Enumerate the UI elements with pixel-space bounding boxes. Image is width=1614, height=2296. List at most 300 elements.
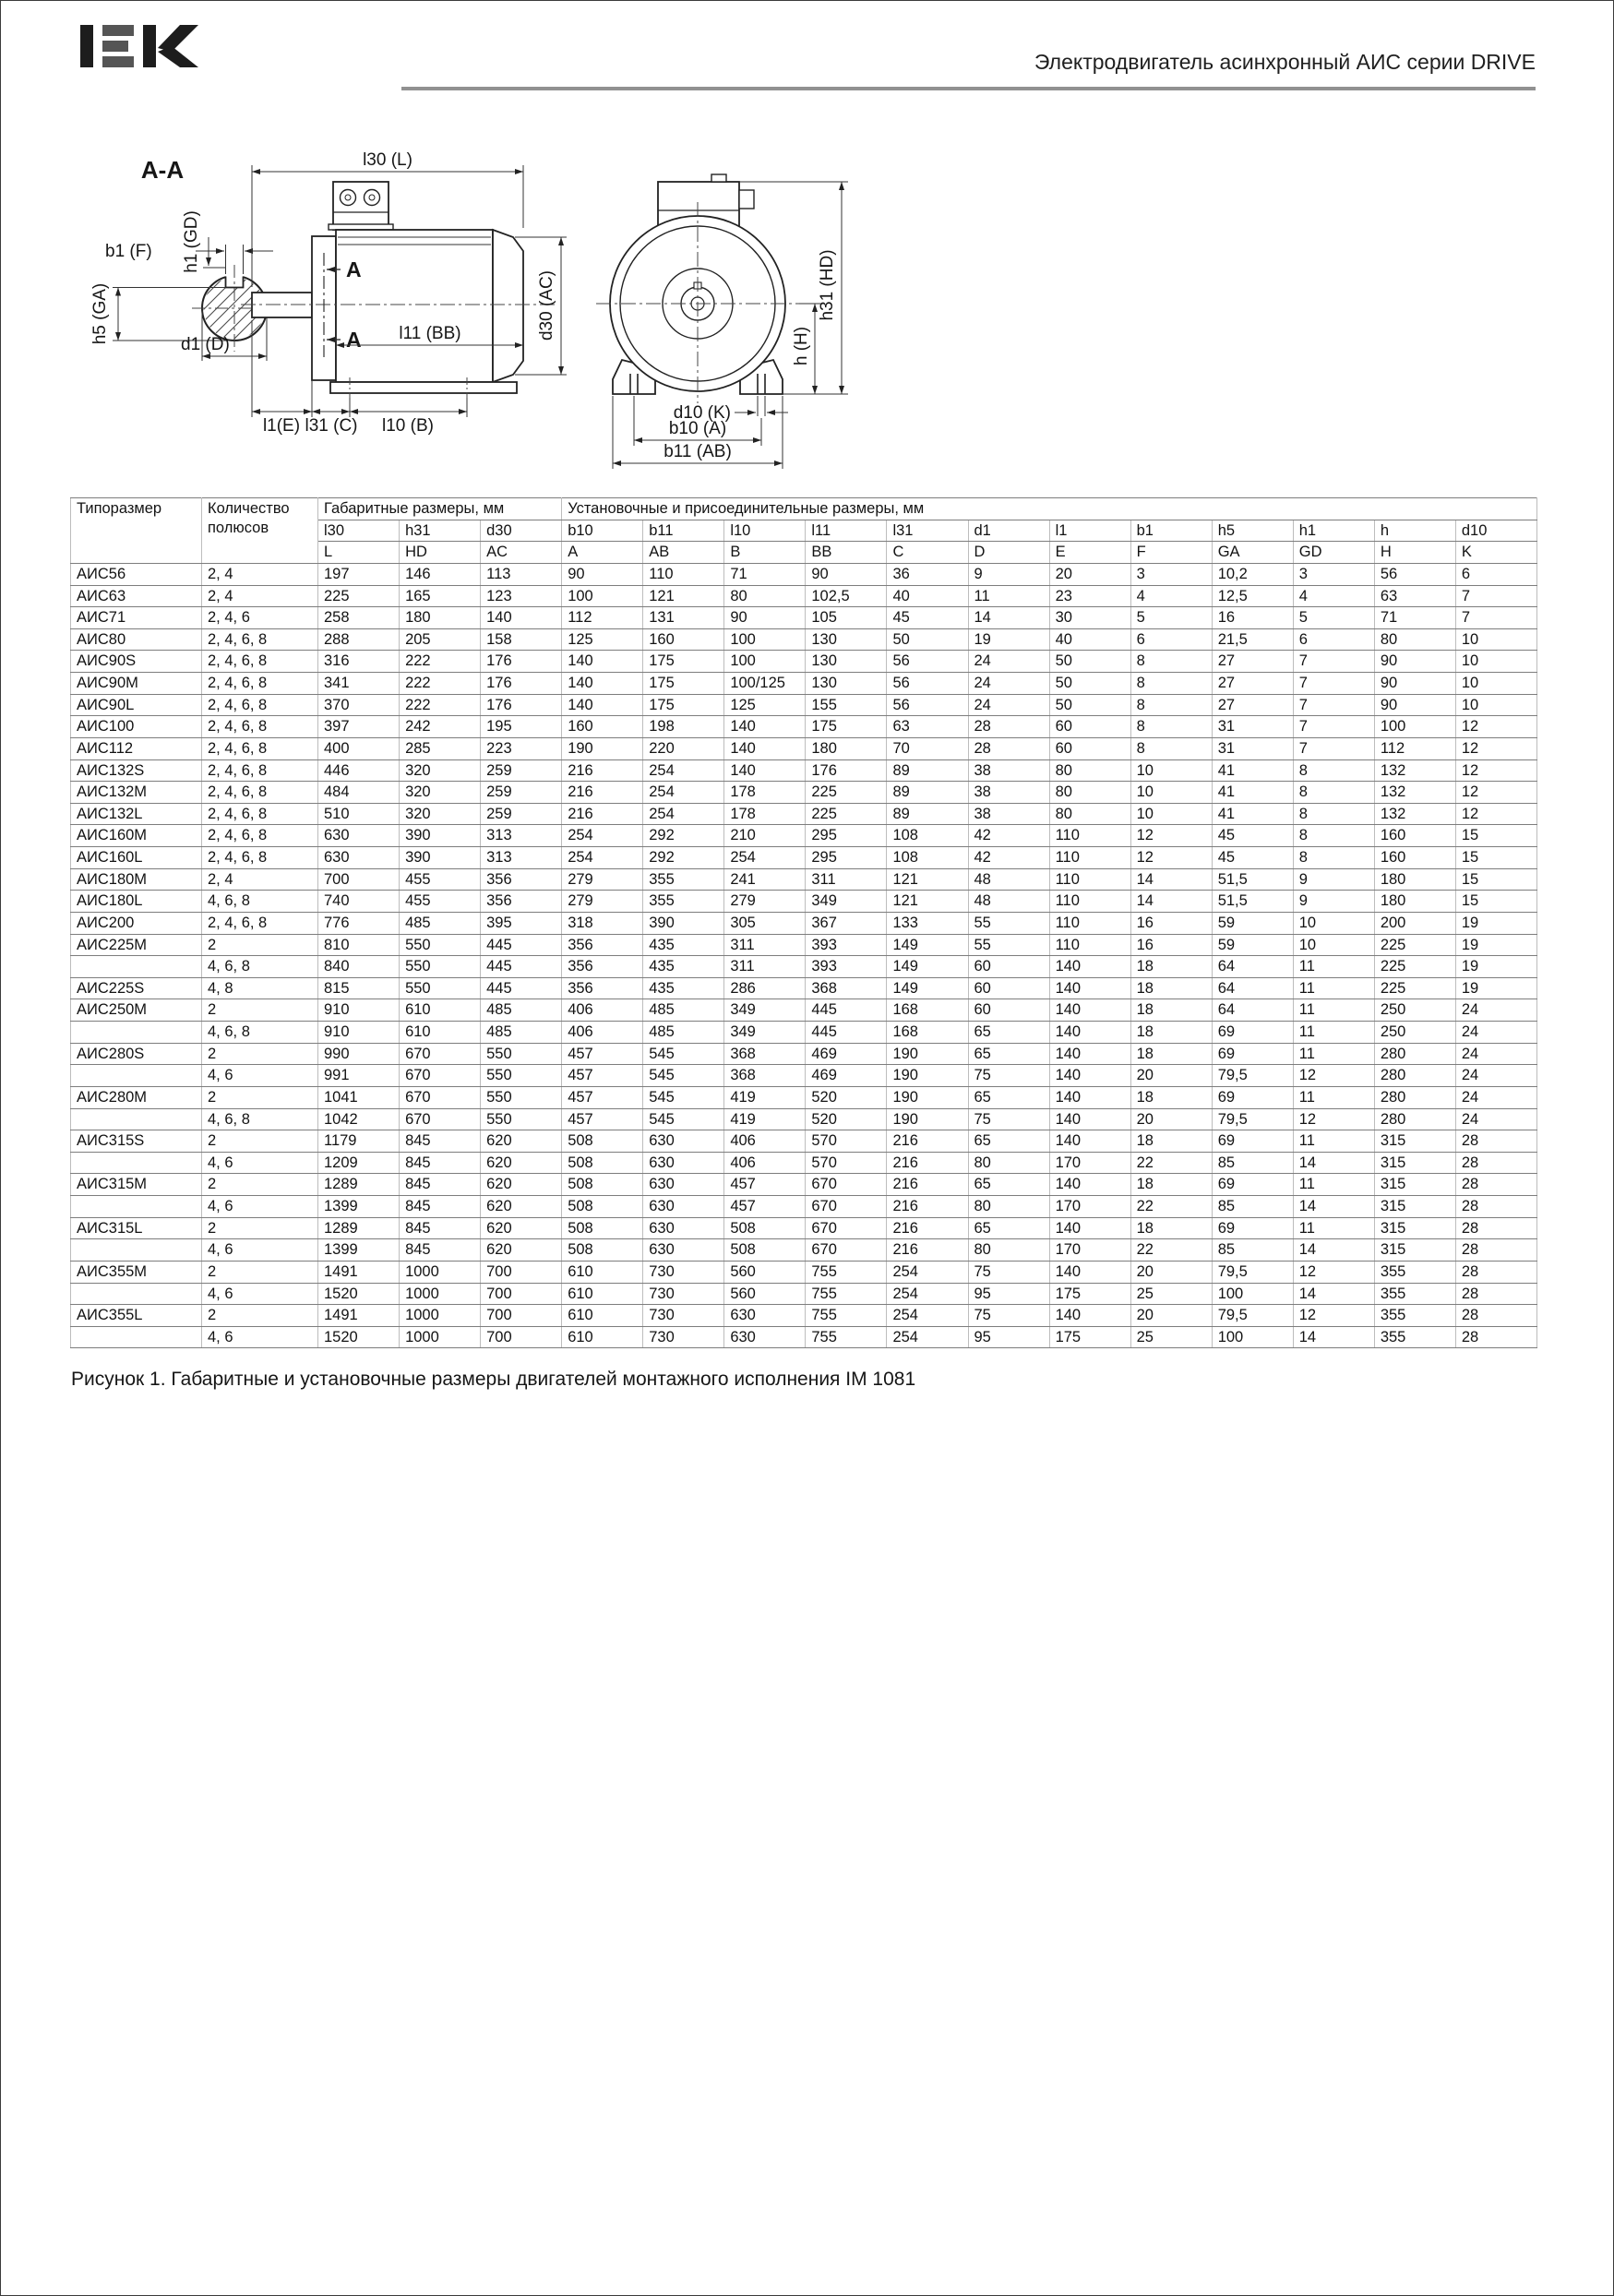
- cell-value: 130: [806, 628, 887, 651]
- cell-value: 140: [481, 607, 562, 629]
- cell-value: 1179: [318, 1130, 400, 1153]
- cell-value: 50: [887, 628, 968, 651]
- cell-value: 12: [1130, 825, 1212, 847]
- cell-value: 18: [1130, 1022, 1212, 1044]
- cell-value: 51,5: [1212, 891, 1293, 913]
- cell-value: 8: [1130, 651, 1212, 673]
- cell-value: 315: [1374, 1239, 1455, 1262]
- cell-value: 90: [724, 607, 806, 629]
- cell-type: [71, 1152, 202, 1174]
- cell-value: 1000: [400, 1326, 481, 1348]
- cell-value: 670: [400, 1108, 481, 1130]
- cell-value: 168: [887, 999, 968, 1022]
- cell-poles: 2, 4, 6, 8: [202, 912, 318, 934]
- cell-value: 60: [968, 977, 1049, 999]
- col-header-dim: l10: [724, 520, 806, 542]
- iek-logo: [78, 19, 217, 78]
- col-header-letter: C: [887, 542, 968, 564]
- cell-value: 216: [887, 1152, 968, 1174]
- cell-value: 630: [318, 825, 400, 847]
- cell-value: 1399: [318, 1239, 400, 1262]
- cell-value: 69: [1212, 1086, 1293, 1108]
- cell-value: 8: [1130, 716, 1212, 738]
- cell-value: 845: [400, 1217, 481, 1239]
- cell-value: 15: [1455, 891, 1536, 913]
- cell-value: 63: [1374, 585, 1455, 607]
- cell-value: 190: [887, 1086, 968, 1108]
- cell-value: 11: [1293, 1130, 1374, 1153]
- cell-value: 38: [968, 803, 1049, 825]
- cell-value: 28: [1455, 1152, 1536, 1174]
- cell-value: 131: [643, 607, 724, 629]
- cell-value: 730: [643, 1326, 724, 1348]
- cell-value: 45: [887, 607, 968, 629]
- table-row: [71, 1217, 1537, 1239]
- cell-value: 508: [562, 1239, 643, 1262]
- cell-value: 341: [318, 673, 400, 695]
- cell-value: 69: [1212, 1174, 1293, 1196]
- cell-value: 140: [1049, 1108, 1130, 1130]
- col-header-letter: HD: [400, 542, 481, 564]
- cell-value: 216: [887, 1239, 968, 1262]
- table-row: [71, 1108, 1537, 1130]
- cell-value: 7: [1293, 737, 1374, 759]
- cell-value: 845: [400, 1130, 481, 1153]
- cell-value: 140: [1049, 956, 1130, 978]
- col-header-dim: b11: [643, 520, 724, 542]
- cell-value: 56: [887, 694, 968, 716]
- cell-value: 355: [643, 868, 724, 891]
- cell-value: 45: [1212, 847, 1293, 869]
- cell-value: 69: [1212, 1217, 1293, 1239]
- cell-value: 14: [1293, 1152, 1374, 1174]
- cell-value: 315: [1374, 1174, 1455, 1196]
- cell-value: 845: [400, 1239, 481, 1262]
- cell-value: 406: [724, 1130, 806, 1153]
- dim-label-b11: b11 (AB): [664, 442, 732, 461]
- cell-value: 80: [1049, 782, 1130, 804]
- cell-poles: 4, 8: [202, 977, 318, 999]
- cell-value: 560: [724, 1283, 806, 1305]
- cell-poles: 2: [202, 1217, 318, 1239]
- cell-value: 125: [562, 628, 643, 651]
- cell-value: 11: [1293, 1086, 1374, 1108]
- col-header-dim: l11: [806, 520, 887, 542]
- cell-value: 45: [1212, 825, 1293, 847]
- cell-value: 370: [318, 694, 400, 716]
- cell-value: 485: [481, 999, 562, 1022]
- cell-value: 390: [400, 847, 481, 869]
- cell-value: 356: [481, 868, 562, 891]
- cell-value: 520: [806, 1108, 887, 1130]
- cell-value: 254: [724, 847, 806, 869]
- cell-value: 28: [1455, 1305, 1536, 1327]
- cell-value: 19: [968, 628, 1049, 651]
- cell-value: 140: [724, 759, 806, 782]
- col-header-letter: K: [1455, 542, 1536, 564]
- cell-poles: 4, 6, 8: [202, 1022, 318, 1044]
- col-header-dim: d10: [1455, 520, 1536, 542]
- cell-value: 730: [643, 1283, 724, 1305]
- cell-value: 485: [643, 1022, 724, 1044]
- cell-value: 225: [1374, 977, 1455, 999]
- cell-value: 28: [1455, 1196, 1536, 1218]
- cell-value: 12: [1455, 759, 1536, 782]
- cell-value: 190: [562, 737, 643, 759]
- cell-value: 59: [1212, 934, 1293, 956]
- cell-value: 132: [1374, 803, 1455, 825]
- dim-label-d10: d10 (K): [673, 403, 731, 423]
- cell-value: 190: [887, 1043, 968, 1065]
- cell-value: 550: [481, 1065, 562, 1087]
- cell-value: 25: [1130, 1283, 1212, 1305]
- col-header-dim: h: [1374, 520, 1455, 542]
- cell-poles: 2, 4, 6, 8: [202, 803, 318, 825]
- cell-value: 815: [318, 977, 400, 999]
- cell-value: 254: [562, 825, 643, 847]
- cell-value: 550: [481, 1043, 562, 1065]
- cell-type: АИС180M: [71, 868, 202, 891]
- col-group-mounting: Установочные и присоединительные размеры, мм: [562, 498, 1537, 520]
- cell-value: 216: [887, 1217, 968, 1239]
- cell-value: 56: [887, 651, 968, 673]
- cell-value: 508: [562, 1196, 643, 1218]
- cell-value: 80: [724, 585, 806, 607]
- dim-label-h1: h1 (GD): [182, 210, 201, 273]
- cell-value: 24: [1455, 999, 1536, 1022]
- cell-value: 7: [1293, 694, 1374, 716]
- cell-value: 140: [1049, 977, 1130, 999]
- cell-value: 41: [1212, 782, 1293, 804]
- cell-value: 140: [1049, 1217, 1130, 1239]
- cell-value: 110: [1049, 825, 1130, 847]
- cell-value: 60: [968, 956, 1049, 978]
- cell-value: 630: [643, 1196, 724, 1218]
- table-row: [71, 585, 1537, 607]
- cell-value: 700: [481, 1326, 562, 1348]
- cell-value: 149: [887, 977, 968, 999]
- cell-type: АИС315S: [71, 1130, 202, 1153]
- cell-value: 14: [968, 607, 1049, 629]
- cell-value: 1209: [318, 1152, 400, 1174]
- cell-value: 216: [887, 1196, 968, 1218]
- cell-value: 700: [481, 1261, 562, 1283]
- cell-value: 356: [562, 956, 643, 978]
- table-row: [71, 956, 1537, 978]
- col-group-overall: Габаритные размеры, мм: [318, 498, 562, 520]
- cell-value: 225: [806, 782, 887, 804]
- cell-value: 446: [318, 759, 400, 782]
- cell-value: 65: [968, 1022, 1049, 1044]
- cell-value: 90: [806, 563, 887, 585]
- cell-value: 368: [724, 1043, 806, 1065]
- cell-value: 20: [1130, 1065, 1212, 1087]
- cell-value: 140: [1049, 1065, 1130, 1087]
- cell-poles: 4, 6, 8: [202, 1108, 318, 1130]
- cell-value: 112: [562, 607, 643, 629]
- col-header-dim: l1: [1049, 520, 1130, 542]
- cell-poles: 2: [202, 1043, 318, 1065]
- cell-value: 700: [318, 868, 400, 891]
- cell-value: 610: [562, 1261, 643, 1283]
- cell-value: 8: [1130, 694, 1212, 716]
- cell-value: 23: [1049, 585, 1130, 607]
- cell-value: 12: [1130, 847, 1212, 869]
- cell-value: 225: [318, 585, 400, 607]
- col-header-letter: L: [318, 542, 400, 564]
- cell-value: 10: [1293, 912, 1374, 934]
- cell-value: 755: [806, 1305, 887, 1327]
- cell-value: 42: [968, 847, 1049, 869]
- cell-value: 620: [481, 1217, 562, 1239]
- col-header-dim: h1: [1293, 520, 1374, 542]
- cell-value: 630: [643, 1174, 724, 1196]
- cell-value: 393: [806, 956, 887, 978]
- cell-value: 85: [1212, 1239, 1293, 1262]
- table-row: [71, 1065, 1537, 1087]
- cell-value: 158: [481, 628, 562, 651]
- cell-value: 755: [806, 1283, 887, 1305]
- cell-value: 740: [318, 891, 400, 913]
- cell-value: 254: [887, 1326, 968, 1348]
- cell-value: 15: [1455, 825, 1536, 847]
- cell-value: 11: [1293, 956, 1374, 978]
- cell-value: 990: [318, 1043, 400, 1065]
- cell-value: 457: [724, 1174, 806, 1196]
- cell-value: 79,5: [1212, 1065, 1293, 1087]
- cell-value: 140: [1049, 1130, 1130, 1153]
- cell-value: 60: [1049, 737, 1130, 759]
- cell-value: 610: [562, 1305, 643, 1327]
- cell-value: 311: [724, 956, 806, 978]
- cell-poles: 2, 4, 6, 8: [202, 782, 318, 804]
- cell-type: АИС132M: [71, 782, 202, 804]
- cell-value: 18: [1130, 1217, 1212, 1239]
- cell-value: 755: [806, 1261, 887, 1283]
- cell-value: 286: [724, 977, 806, 999]
- cell-value: 8: [1130, 737, 1212, 759]
- cell-value: 3: [1130, 563, 1212, 585]
- cell-value: 130: [806, 651, 887, 673]
- technical-drawings: [70, 147, 1537, 490]
- cell-value: 670: [806, 1174, 887, 1196]
- col-header-type: Типоразмер: [71, 498, 202, 564]
- table-row: [71, 694, 1537, 716]
- cell-value: 845: [400, 1152, 481, 1174]
- cell-value: 8: [1293, 803, 1374, 825]
- cell-value: 320: [400, 803, 481, 825]
- cell-value: 254: [887, 1305, 968, 1327]
- cell-type: [71, 1283, 202, 1305]
- table-row: [71, 999, 1537, 1022]
- cell-value: 69: [1212, 1130, 1293, 1153]
- cell-value: 435: [643, 934, 724, 956]
- cell-value: 610: [400, 999, 481, 1022]
- cell-value: 280: [1374, 1043, 1455, 1065]
- cell-value: 20: [1130, 1305, 1212, 1327]
- cell-poles: 2, 4: [202, 868, 318, 891]
- cell-type: [71, 956, 202, 978]
- cell-poles: 2: [202, 1261, 318, 1283]
- cell-value: 435: [643, 977, 724, 999]
- cell-value: 223: [481, 737, 562, 759]
- cell-value: 55: [968, 912, 1049, 934]
- cell-type: АИС315L: [71, 1217, 202, 1239]
- cell-value: 250: [1374, 1022, 1455, 1044]
- cell-type: АИС315M: [71, 1174, 202, 1196]
- cell-value: 279: [562, 891, 643, 913]
- cell-value: 100: [724, 651, 806, 673]
- cell-value: 406: [724, 1152, 806, 1174]
- cell-value: 89: [887, 782, 968, 804]
- cell-value: 140: [724, 737, 806, 759]
- cell-value: 65: [968, 1217, 1049, 1239]
- cell-value: 485: [643, 999, 724, 1022]
- cell-value: 41: [1212, 759, 1293, 782]
- cell-poles: 2: [202, 1130, 318, 1153]
- cell-value: 12,5: [1212, 585, 1293, 607]
- cell-value: 12: [1293, 1305, 1374, 1327]
- cell-value: 14: [1293, 1196, 1374, 1218]
- cell-value: 910: [318, 1022, 400, 1044]
- cell-value: 24: [1455, 1108, 1536, 1130]
- cell-value: 4: [1293, 585, 1374, 607]
- cell-value: 176: [806, 759, 887, 782]
- table-row: [71, 1130, 1537, 1153]
- cell-value: 6: [1455, 563, 1536, 585]
- table-row: [71, 607, 1537, 629]
- cell-value: 700: [481, 1283, 562, 1305]
- cell-value: 19: [1455, 934, 1536, 956]
- cell-value: 254: [643, 803, 724, 825]
- cell-value: 40: [887, 585, 968, 607]
- cell-value: 165: [400, 585, 481, 607]
- table-row: [71, 737, 1537, 759]
- cell-value: 24: [968, 651, 1049, 673]
- cell-poles: 2, 4, 6, 8: [202, 694, 318, 716]
- col-header-letter: H: [1374, 542, 1455, 564]
- cell-value: 419: [724, 1108, 806, 1130]
- cell-value: 670: [400, 1043, 481, 1065]
- cell-value: 349: [724, 999, 806, 1022]
- cell-poles: 4, 6: [202, 1065, 318, 1087]
- cell-poles: 4, 6: [202, 1283, 318, 1305]
- cell-value: 7: [1293, 651, 1374, 673]
- table-row: [71, 1326, 1537, 1348]
- cell-value: 140: [724, 716, 806, 738]
- cell-value: 225: [1374, 956, 1455, 978]
- dimensions-table: [70, 497, 1537, 1348]
- col-header-dim: b1: [1130, 520, 1212, 542]
- cell-value: 393: [806, 934, 887, 956]
- cell-value: 80: [1049, 759, 1130, 782]
- cell-value: 12: [1455, 782, 1536, 804]
- cell-value: 8: [1130, 673, 1212, 695]
- cell-value: 195: [481, 716, 562, 738]
- col-header-letter: E: [1049, 542, 1130, 564]
- cell-value: 406: [562, 1022, 643, 1044]
- cell-value: 7: [1293, 716, 1374, 738]
- cell-type: [71, 1239, 202, 1262]
- cell-value: 69: [1212, 1022, 1293, 1044]
- cell-value: 20: [1130, 1108, 1212, 1130]
- cell-value: 64: [1212, 999, 1293, 1022]
- header-row-groups: [71, 498, 1537, 520]
- cell-value: 59: [1212, 912, 1293, 934]
- cell-value: 10: [1293, 934, 1374, 956]
- cell-value: 356: [562, 977, 643, 999]
- cell-value: 313: [481, 847, 562, 869]
- cell-value: 485: [400, 912, 481, 934]
- cell-value: 288: [318, 628, 400, 651]
- cell-value: 10,2: [1212, 563, 1293, 585]
- cell-value: 12: [1455, 737, 1536, 759]
- cell-value: 216: [887, 1174, 968, 1196]
- cell-value: 445: [481, 956, 562, 978]
- dimensions-table-container: [70, 497, 1537, 1348]
- cell-value: 12: [1455, 803, 1536, 825]
- cell-value: 455: [400, 891, 481, 913]
- cell-type: АИС90S: [71, 651, 202, 673]
- cell-value: 620: [481, 1196, 562, 1218]
- cell-type: АИС280S: [71, 1043, 202, 1065]
- cell-value: 318: [562, 912, 643, 934]
- cell-value: 36: [887, 563, 968, 585]
- cell-value: 125: [724, 694, 806, 716]
- cell-value: 25: [1130, 1326, 1212, 1348]
- cell-type: АИС112: [71, 737, 202, 759]
- col-header-letter: GA: [1212, 542, 1293, 564]
- cell-value: 20: [1130, 1261, 1212, 1283]
- cell-poles: 4, 6: [202, 1239, 318, 1262]
- cell-poles: 2: [202, 934, 318, 956]
- cell-value: 570: [806, 1152, 887, 1174]
- cell-value: 133: [887, 912, 968, 934]
- cell-value: 250: [1374, 999, 1455, 1022]
- cell-value: 110: [1049, 912, 1130, 934]
- cell-value: 48: [968, 891, 1049, 913]
- cell-value: 140: [1049, 1086, 1130, 1108]
- cell-poles: 2: [202, 1305, 318, 1327]
- cell-value: 175: [643, 673, 724, 695]
- table-row: [71, 759, 1537, 782]
- cell-value: 50: [1049, 651, 1130, 673]
- col-header-poles: Количество полюсов: [202, 498, 318, 564]
- cell-value: 279: [562, 868, 643, 891]
- cell-value: 610: [562, 1283, 643, 1305]
- cell-value: 41: [1212, 803, 1293, 825]
- dim-label-d30: d30 (AC): [537, 269, 556, 341]
- cell-value: 180: [1374, 891, 1455, 913]
- cell-value: 368: [724, 1065, 806, 1087]
- cell-value: 176: [481, 673, 562, 695]
- cell-value: 7: [1455, 607, 1536, 629]
- cell-value: 550: [400, 934, 481, 956]
- cell-value: 95: [968, 1283, 1049, 1305]
- cell-value: 457: [562, 1065, 643, 1087]
- cell-type: АИС132L: [71, 803, 202, 825]
- cell-value: 485: [481, 1022, 562, 1044]
- cell-value: 484: [318, 782, 400, 804]
- cell-value: 140: [562, 694, 643, 716]
- cell-value: 355: [1374, 1326, 1455, 1348]
- cell-value: 10: [1455, 673, 1536, 695]
- cell-value: 121: [887, 868, 968, 891]
- cell-value: 24: [1455, 1022, 1536, 1044]
- table-row: [71, 912, 1537, 934]
- cell-value: 18: [1130, 1130, 1212, 1153]
- cell-value: 241: [724, 868, 806, 891]
